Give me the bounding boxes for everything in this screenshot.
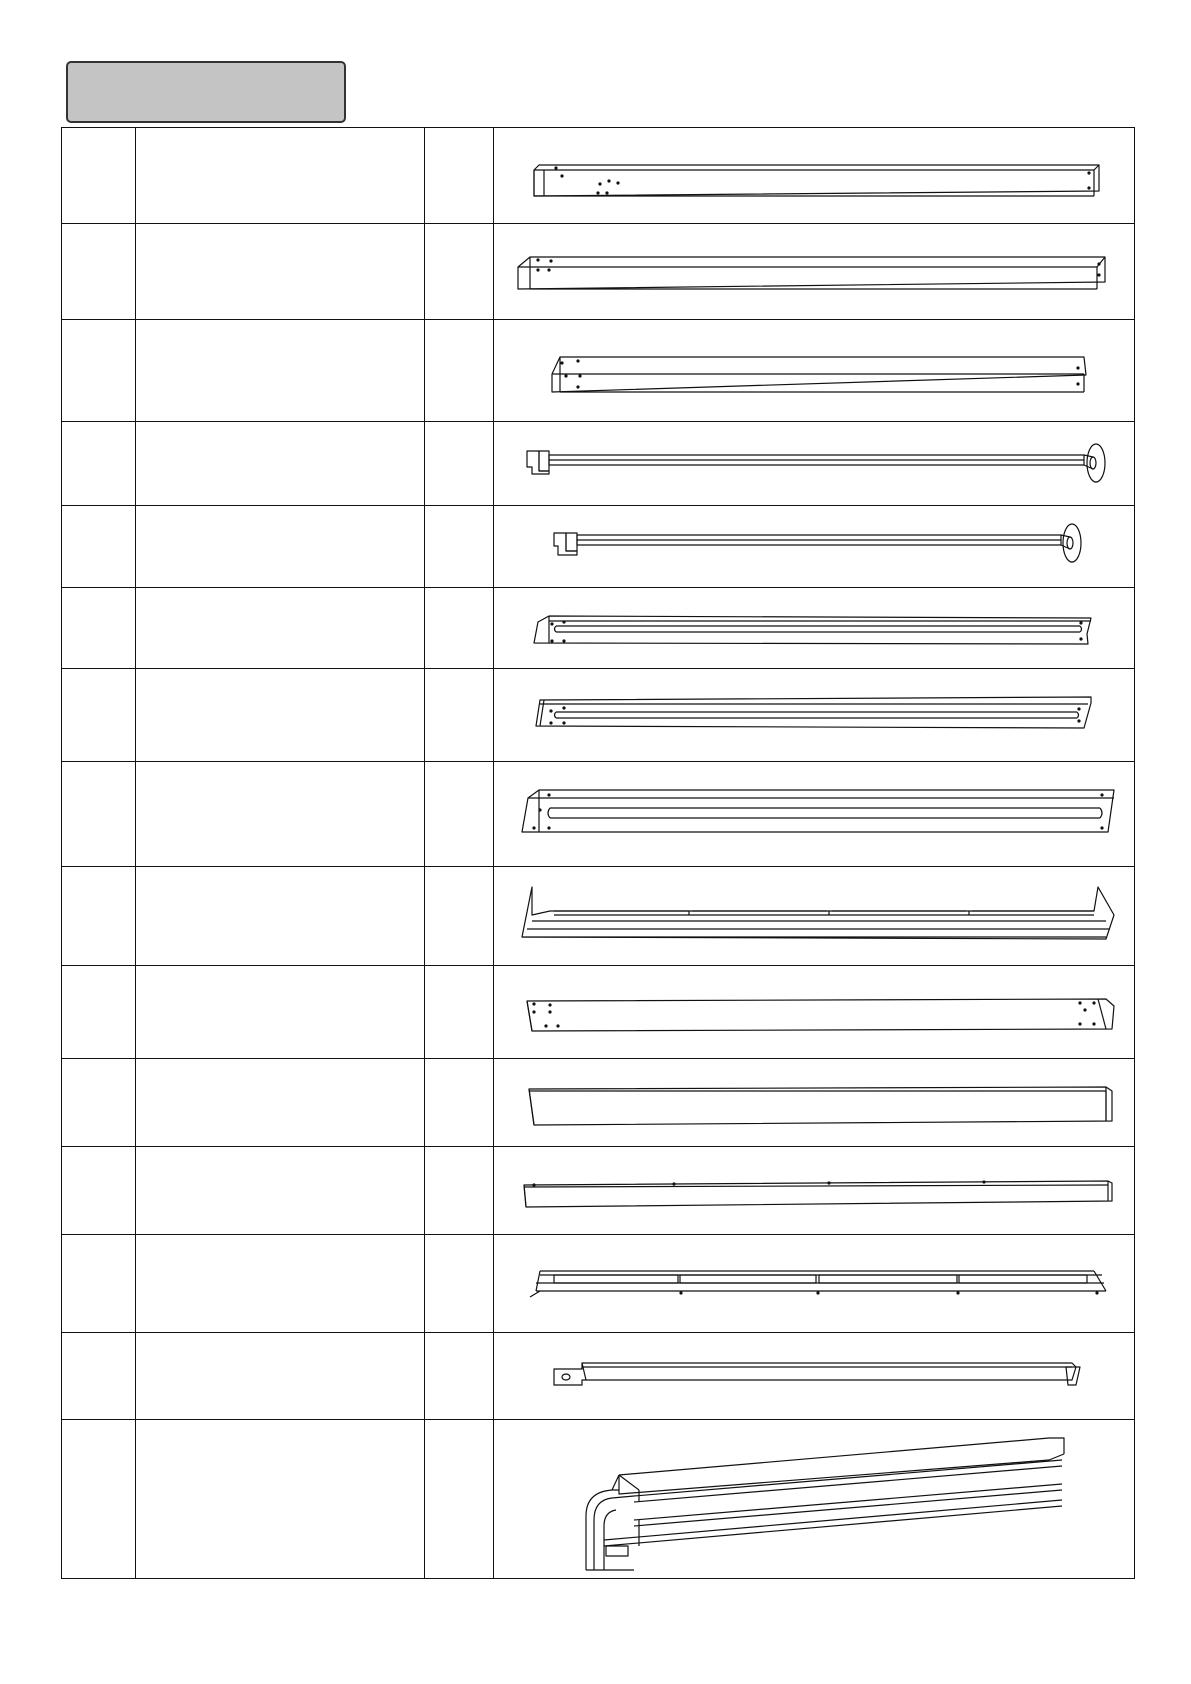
part-number-cell <box>62 966 136 1059</box>
part-quantity-cell <box>425 422 494 506</box>
part-number-cell <box>62 1235 136 1333</box>
part-image-cell <box>494 966 1135 1059</box>
part-image-cell <box>494 1420 1135 1579</box>
part-quantity-cell <box>425 1235 494 1333</box>
table-row <box>62 1059 1135 1147</box>
part-quantity-cell <box>425 669 494 762</box>
part-description-cell <box>136 867 425 966</box>
square-post-short-icon <box>494 320 1134 421</box>
part-image-cell <box>494 1333 1135 1420</box>
table-row <box>62 320 1135 422</box>
part-number-cell <box>62 1333 136 1420</box>
part-image-cell <box>494 1059 1135 1147</box>
table-row <box>62 224 1135 320</box>
part-description-cell <box>136 1059 425 1147</box>
part-number-cell <box>62 867 136 966</box>
part-number-cell <box>62 1420 136 1579</box>
part-image-cell <box>494 762 1135 867</box>
table-row <box>62 669 1135 762</box>
plain-beam-icon <box>494 1059 1134 1146</box>
part-number-cell <box>62 224 136 320</box>
part-description-cell <box>136 224 425 320</box>
part-image-cell <box>494 320 1135 422</box>
part-image-cell <box>494 1235 1135 1333</box>
section-tag <box>66 61 346 123</box>
part-description-cell <box>136 588 425 669</box>
part-quantity-cell <box>425 320 494 422</box>
part-image-cell <box>494 128 1135 224</box>
part-description-cell <box>136 1147 425 1235</box>
part-number-cell <box>62 506 136 588</box>
part-image-cell <box>494 588 1135 669</box>
part-description-cell <box>136 128 425 224</box>
table-row <box>62 1333 1135 1420</box>
table-row <box>62 506 1135 588</box>
part-image-cell <box>494 1147 1135 1235</box>
table-row <box>62 1147 1135 1235</box>
channel-rail-icon <box>494 588 1134 668</box>
channel-rail-icon <box>494 669 1134 761</box>
part-quantity-cell <box>425 224 494 320</box>
thin-beam-icon <box>494 1147 1134 1234</box>
part-description-cell <box>136 762 425 867</box>
part-quantity-cell <box>425 1059 494 1147</box>
slotted-rail-icon <box>494 1235 1134 1332</box>
part-image-cell <box>494 224 1135 320</box>
part-number-cell <box>62 669 136 762</box>
part-quantity-cell <box>425 1333 494 1420</box>
parts-table <box>61 127 1135 1579</box>
table-row <box>62 762 1135 867</box>
part-quantity-cell <box>425 762 494 867</box>
part-quantity-cell <box>425 867 494 966</box>
part-number-cell <box>62 1059 136 1147</box>
part-image-cell <box>494 422 1135 506</box>
round-tube-with-flange-short-icon <box>494 506 1134 587</box>
part-number-cell <box>62 128 136 224</box>
part-quantity-cell <box>425 506 494 588</box>
square-post-long-icon <box>494 128 1134 223</box>
part-number-cell <box>62 1147 136 1235</box>
part-image-cell <box>494 867 1135 966</box>
brace-bar-icon <box>494 1333 1134 1419</box>
table-row <box>62 588 1135 669</box>
part-description-cell <box>136 422 425 506</box>
square-post-long-icon <box>494 224 1134 319</box>
flat-beam-icon <box>494 966 1134 1058</box>
part-description-cell <box>136 506 425 588</box>
table-row <box>62 1235 1135 1333</box>
part-image-cell <box>494 669 1135 762</box>
round-tube-with-flange-icon <box>494 422 1134 505</box>
gutter-profile-icon <box>494 867 1134 965</box>
part-description-cell <box>136 1420 425 1579</box>
part-quantity-cell <box>425 128 494 224</box>
part-description-cell <box>136 1235 425 1333</box>
part-number-cell <box>62 422 136 506</box>
part-number-cell <box>62 320 136 422</box>
part-number-cell <box>62 588 136 669</box>
part-description-cell <box>136 1333 425 1420</box>
table-row <box>62 1420 1135 1579</box>
table-row <box>62 966 1135 1059</box>
part-quantity-cell <box>425 1147 494 1235</box>
channel-rail-wide-icon <box>494 762 1134 866</box>
part-description-cell <box>136 966 425 1059</box>
part-quantity-cell <box>425 966 494 1059</box>
part-quantity-cell <box>425 1420 494 1579</box>
part-description-cell <box>136 669 425 762</box>
part-number-cell <box>62 762 136 867</box>
table-row <box>62 422 1135 506</box>
table-row <box>62 867 1135 966</box>
part-quantity-cell <box>425 588 494 669</box>
table-row <box>62 128 1135 224</box>
part-image-cell <box>494 506 1135 588</box>
part-description-cell <box>136 320 425 422</box>
extrusion-profile-icon <box>494 1420 1134 1578</box>
